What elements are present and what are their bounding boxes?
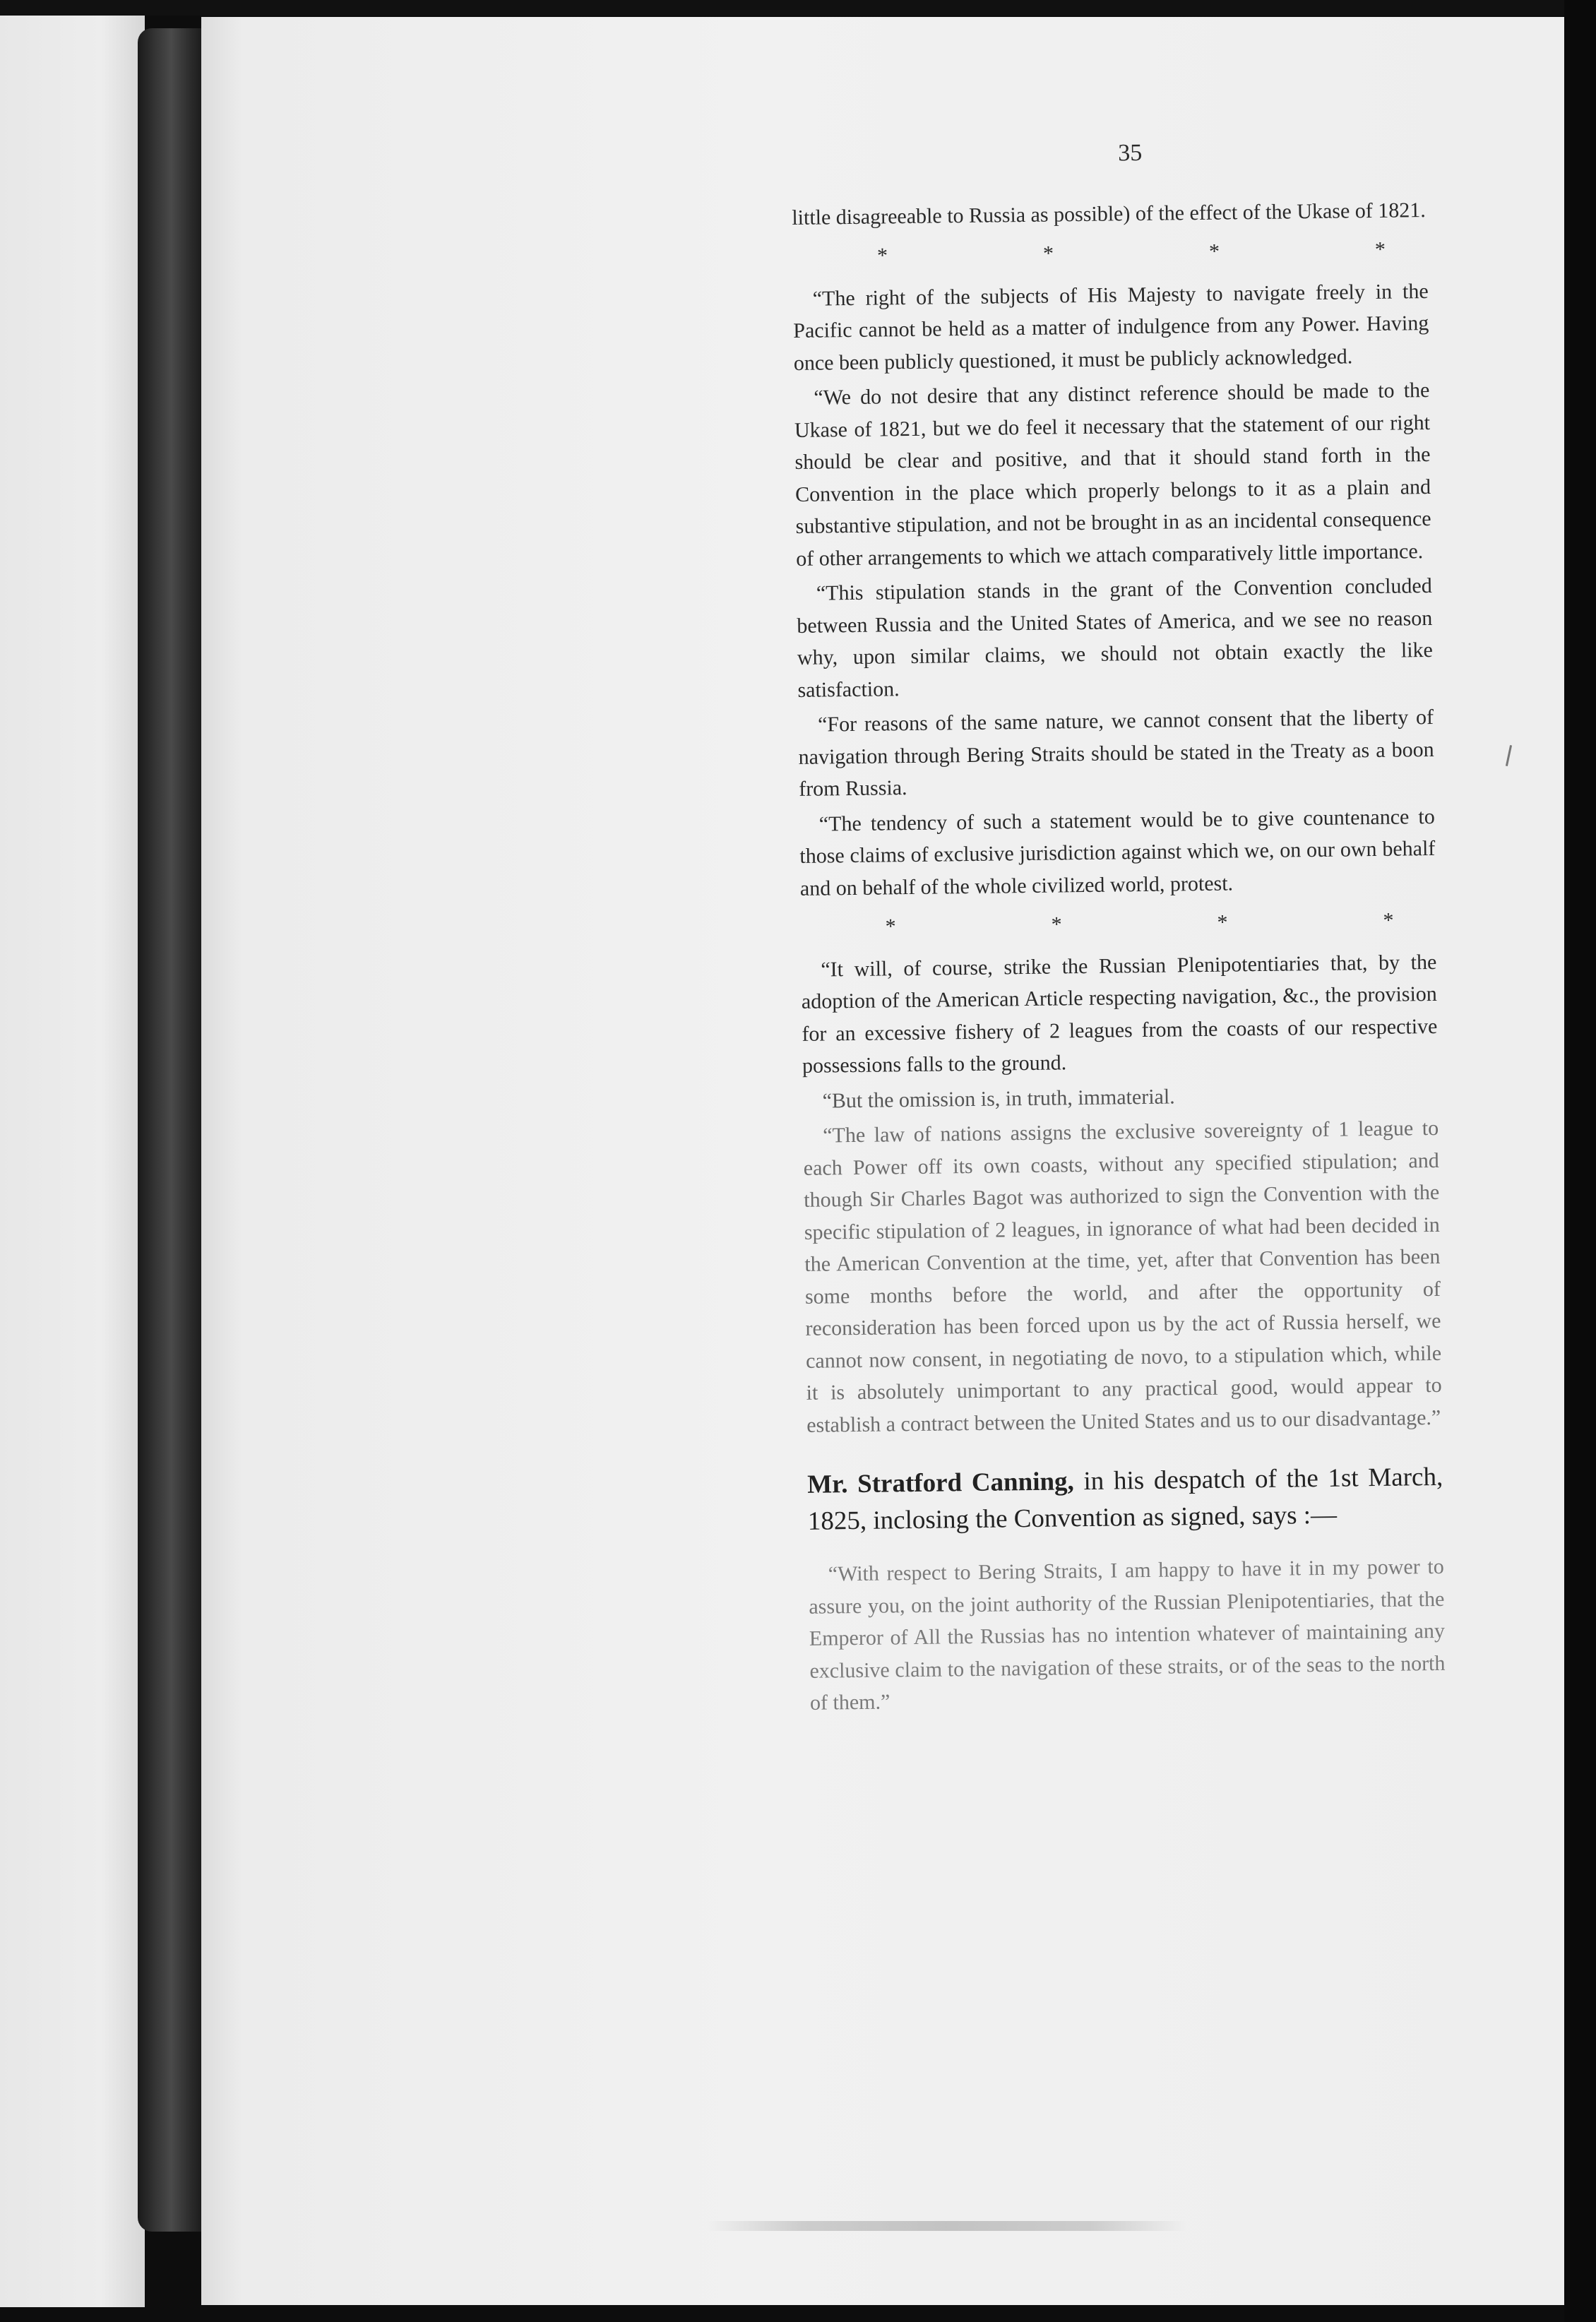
bottom-smudge (706, 2221, 1186, 2231)
book-spine (138, 28, 205, 2232)
paragraph: “We do not desire that any distinct reference should be made to the Ukase of 1821, but we do feel it necessary that the statement of our right should be clear and positive, and that it should stand forth in the Convention in the place which properly belongs to it as a plain and substantive stipulation, and not be brought in as an incidental consequence of other arrangements to which we attach comparatively little importance. (794, 378, 1431, 571)
paragraph: “The law of nations assigns the exclusive sovereignty of 1 league to each Power off its own coasts, without any specified stipulation; and though Sir Charles Bagot was authorized to sign the Convention with the specific stipulation of 2 leagues, in ignorance of what had been decided in the American Convention at the time, yet, after that Convention has been some months before the world, and after the opportunity of reconsideration has been forced upon us by the act of Russia herself, we cannot now consent, in negotiating de novo, to a stipulation which, while it is absolutely unimportant to any practical good, would appear to establish a contract between the United States and us to our disadvantage.” (803, 1116, 1442, 1437)
paragraph: “It will, of course, strike the Russian Plenipotentiaries that, by the adoption of the American Article respecting navigation, &c., the provision for an excessive fishery of 2 leagues from the coasts of our respective possessions falls to the ground. (801, 950, 1438, 1078)
page-number: 35 (1118, 139, 1143, 167)
asterisk: * (1217, 910, 1228, 934)
asterisk: * (1383, 908, 1394, 932)
asterisk: * (1051, 912, 1062, 936)
section-break-asterisks (792, 233, 1428, 273)
paragraph: “The right of the subjects of His Majesty to navigate freely in the Pacific cannot be held as a matter of indulgence from any Power. Having once been publicly questioned, it must be publicly acknowledged. (793, 279, 1429, 375)
heading-name: Mr. Stratford Canning, (806, 1467, 1075, 1499)
asterisk: * (1374, 237, 1386, 261)
asterisk: * (1208, 239, 1220, 263)
scan-top-border (0, 0, 1596, 16)
section-heading (807, 1459, 1443, 1540)
page-text-column (791, 133, 1446, 1719)
section-break-asterisks (800, 904, 1436, 943)
scan-right-border (1564, 0, 1596, 2322)
paragraph-continuation: little disagreeable to Russia as possible) of the effect of the Ukase of 1821. (792, 198, 1426, 230)
heading-rest: in his despatch of the 1st March, 1825, inclosing the Convention as signed, says :— (807, 1462, 1443, 1536)
final-quote-paragraph: “With respect to Bering Straits, I am happy to have it in my power to assure you, on the joint authority of the Russian Plenipotentiaries, that the Emperor of All the Russias has no intention whatever of maintaining any exclusive claim to the navigation of these straits, or of the seas to the north of them.” (809, 1554, 1446, 1715)
paragraph: “The tendency of such a statement would be to give countenance to those claims of exclusive jurisdiction against which we, on our own behalf and on behalf of the whole civilized world, protest. (799, 804, 1436, 900)
asterisk: * (885, 915, 896, 939)
paragraph: “But the omission is, in truth, immaterial. (822, 1084, 1175, 1113)
left-page-edge (0, 16, 145, 2307)
asterisk: * (876, 244, 888, 268)
paragraph: “This stipulation stands in the grant of the Convention concluded between Russia and the United States of America, and we see no reason why, upon similar claims, we should not obtain exactly the like satisfaction. (797, 573, 1434, 702)
paragraph: “For reasons of the same nature, we cannot consent that the liberty of navigation through Bering Straits should be stated in the Treaty as a boon from Russia. (798, 705, 1434, 801)
asterisk: * (1042, 242, 1054, 266)
